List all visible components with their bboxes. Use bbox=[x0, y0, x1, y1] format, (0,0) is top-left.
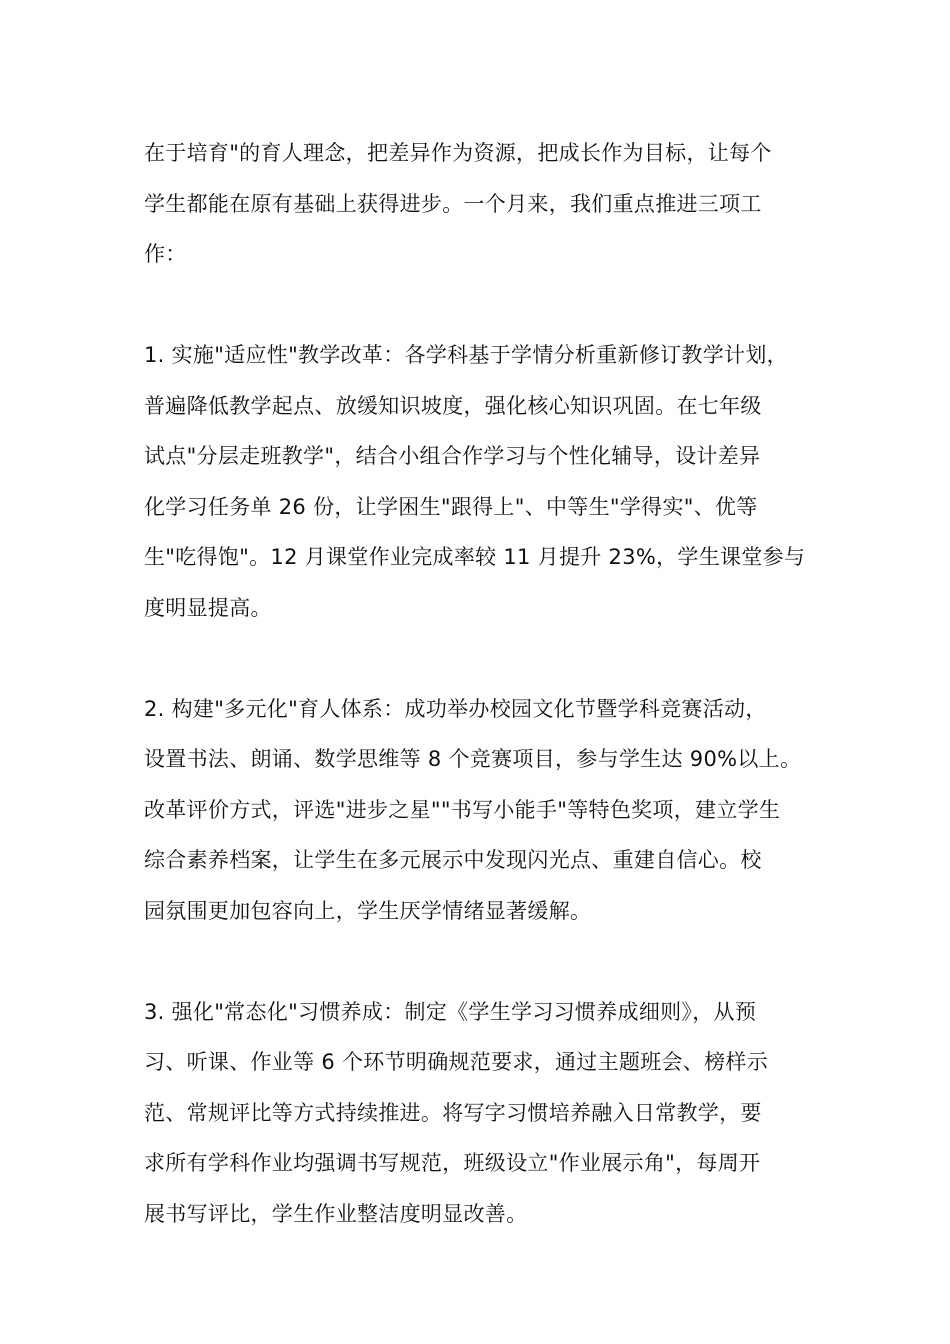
text-line: 化学习任务单 26 份，让学困生"跟得上"、中等生"学得实"、优等 bbox=[144, 494, 758, 519]
paragraph-intro bbox=[144, 128, 812, 280]
paragraph-item-1 bbox=[144, 330, 812, 633]
text-line: 展书写评比，学生作业整洁度明显改善。 bbox=[144, 1201, 528, 1226]
text-line: 范、常规评比等方式持续推进。将写字习惯培养融入日常教学，要 bbox=[144, 1100, 762, 1125]
text-line: 2. 构建"多元化"育人体系：成功举办校园文化节暨学科竞赛活动， bbox=[144, 696, 767, 721]
text-line: 生"吃得饱"。12 月课堂作业完成率较 11 月提升 23%，学生课堂参与 bbox=[144, 545, 806, 569]
text-line: 度明显提高。 bbox=[144, 595, 272, 620]
text-line: 改革评价方式，评选"进步之星""书写小能手"等特色奖项，建立学生 bbox=[144, 797, 781, 822]
paragraph-item-2 bbox=[144, 684, 812, 937]
text-line: 在于培育"的育人理念，把差异作为资源，把成长作为目标，让每个 bbox=[144, 141, 772, 165]
text-line: 3. 强化"常态化"习惯养成：制定《学生学习习惯养成细则》，从预 bbox=[144, 999, 757, 1024]
text-line: 设置书法、朗诵、数学思维等 8 个竞赛项目，参与学生达 90%以上。 bbox=[144, 747, 802, 771]
text-line: 普遍降低教学起点、放缓知识坡度，强化核心知识巩固。在七年级 bbox=[144, 393, 762, 418]
text-line: 求所有学科作业均强调书写规范，班级设立"作业展示角"，每周开 bbox=[144, 1151, 761, 1175]
text-line: 试点"分层走班教学"，结合小组合作学习与个性化辅导，设计差异 bbox=[144, 444, 761, 468]
paragraph-item-3 bbox=[144, 987, 812, 1240]
text-line: 园氛围更加包容向上，学生厌学情绪显著缓解。 bbox=[144, 898, 592, 923]
document-body bbox=[144, 128, 812, 1290]
text-line: 综合素养档案，让学生在多元展示中发现闪光点、重建自信心。校 bbox=[144, 848, 762, 872]
text-line: 学生都能在原有基础上获得进步。一个月来，我们重点推进三项工 bbox=[144, 191, 762, 216]
text-line: 1. 实施"适应性"教学改革：各学科基于学情分析重新修订教学计划， bbox=[144, 343, 788, 367]
text-line: 作： bbox=[144, 242, 187, 266]
text-line: 习、听课、作业等 6 个环节明确规范要求，通过主题班会、榜样示 bbox=[144, 1050, 769, 1074]
